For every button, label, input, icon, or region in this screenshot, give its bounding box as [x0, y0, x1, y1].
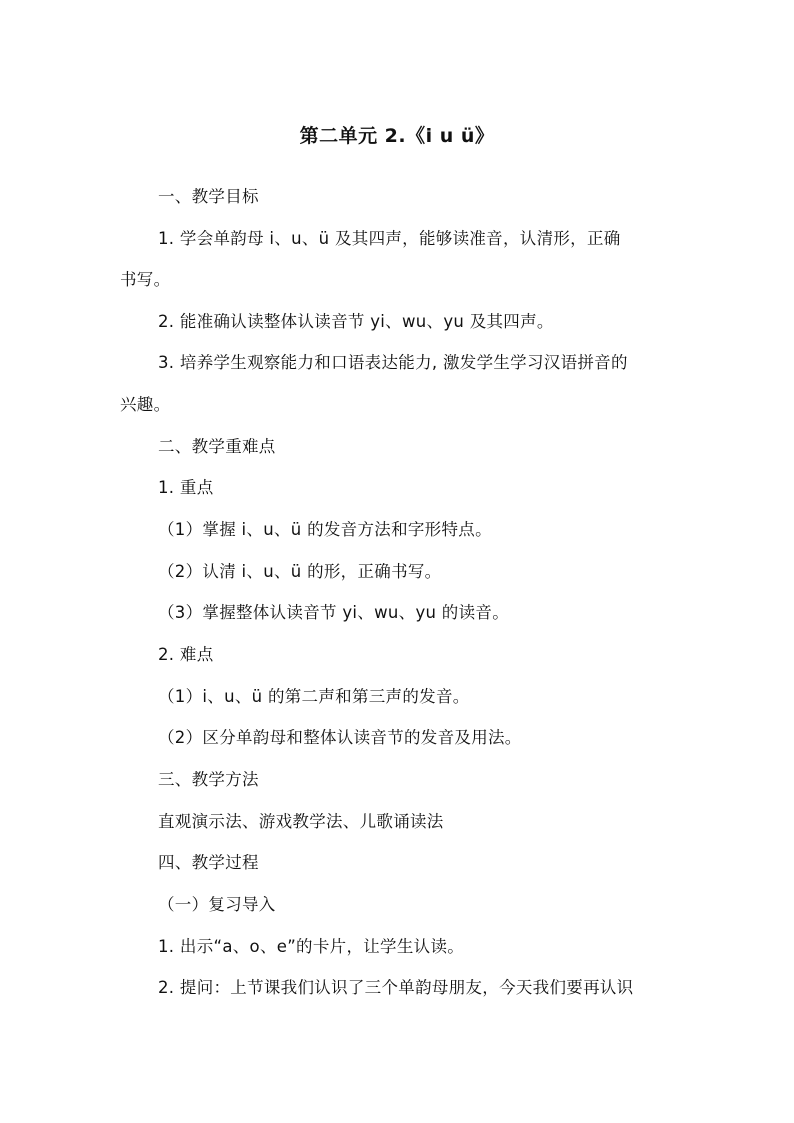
section-heading-goals: 一、教学目标 [158, 187, 259, 206]
paragraph-step-1: 1. 出示“a、o、e”的卡片，让学生认读。 [158, 937, 465, 956]
paragraph-goal-3-continued: 兴趣。 [120, 395, 171, 414]
subheading-difficulty: 2. 难点 [158, 645, 214, 664]
paragraph-goal-1-continued: 书写。 [120, 270, 171, 289]
subheading-focus: 1. 重点 [158, 478, 214, 497]
subheading-review-intro: （一）复习导入 [158, 895, 276, 914]
section-heading-process: 四、教学过程 [158, 853, 259, 872]
paragraph-goal-1: 1. 学会单韵母 i、u、ü 及其四声，能够读准音，认清形，正确 [158, 229, 621, 248]
list-item-difficulty-2: （2）区分单韵母和整体认读音节的发音及用法。 [158, 728, 522, 747]
list-item-focus-1: （1）掌握 i、u、ü 的发音方法和字形特点。 [158, 520, 492, 539]
paragraph-methods: 直观演示法、游戏教学法、儿歌诵读法 [158, 812, 444, 831]
section-heading-key-points: 二、教学重难点 [158, 437, 276, 456]
list-item-difficulty-1: （1）i、u、ü 的第二声和第三声的发音。 [158, 687, 470, 706]
paragraph-goal-3: 3. 培养学生观察能力和口语表达能力, 激发学生学习汉语拼音的 [158, 353, 628, 372]
list-item-focus-3: （3）掌握整体认读音节 yi、wu、yu 的读音。 [158, 603, 510, 622]
paragraph-goal-2: 2. 能准确认读整体认读音节 yi、wu、yu 及其四声。 [158, 312, 554, 331]
section-heading-methods: 三、教学方法 [158, 770, 259, 789]
paragraph-step-2: 2. 提问：上节课我们认识了三个单韵母朋友，今天我们要再认识 [158, 978, 634, 997]
list-item-focus-2: （2）认清 i、u、ü 的形，正确书写。 [158, 562, 442, 581]
document-title: 第二单元 2.《i u ü》 [299, 125, 495, 147]
